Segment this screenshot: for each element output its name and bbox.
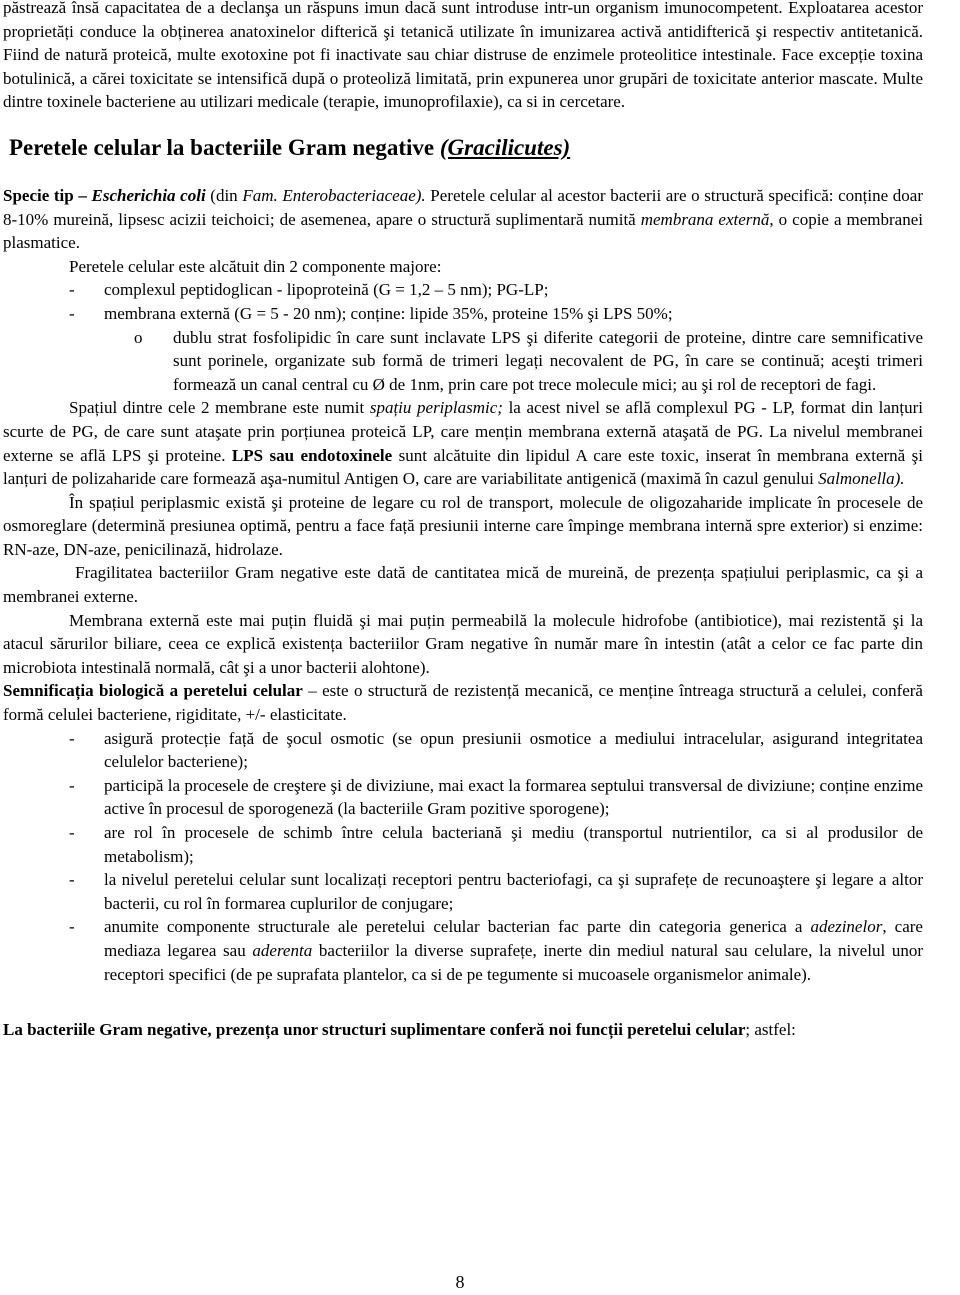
roles-list	[3, 727, 923, 987]
list-item: - anumite componente structurale ale peretelui celular bacterian fac parte din categoria generica a adezinelor, care mediaza legarea sau aderenta bacteriilor la diverse suprafețe, inerte din mediul natural sau celulare, la nivelul unor receptori specifici (de pe suprafata plantelor, ca si de pe tegumente si mucoasele organismelor animale).	[3, 915, 923, 986]
paragraph-type-species: Specie tip – Escherichia coli (din Fam. Enterobacteriaceae). Peretele celular al acestor bacterii are o structură specifică: conține doar 8-10% mureină, lipsesc acizii teichoici; de asemenea, apare o structură suplimentară numită membrana externă, o copie a membranei plasmatice.	[3, 185, 924, 253]
list-item: - participă la procesele de creştere şi de diviziune, mai exact la formarea septului transversal de diviziune; conține enzime active în procesul de sporogeneză (la bacteriile Gram pozitive sporogene);	[3, 774, 923, 821]
family-name: Fam. Enterobacteriaceae).	[242, 185, 426, 205]
document-page	[3, 0, 923, 1042]
paragraph-exotoxins: păstrează însă capacitatea de a declanşa un răspuns imun dacă sunt introduse intr-un organism imunocompetent. Exploatarea acestor proprietăți conduce la obținerea anatoxinelor difterică şi tetanică utilizate în imunizarea activă antidifterică şi respectiv antitetanică. Fiind de natură proteică, multe exotoxine pot fi inactivate sau chiar distruse de enzimele proteolitice intestinale. Face excepție toxina botulinică, a cărei toxicitate se intensifică după o proteoliză limitată, prin expunerea unor grupări de toxicitate anterior mascate. Multe dintre toxinele bacteriene au utilizari medicale (terapie, imunoprofilaxie), ca si in cercetare.	[3, 0, 923, 112]
list-item: - asigură protecție față de şocul osmotic (se opun presiunii osmotice a mediului intracelular, asigurand integritatea celulelor bacteriene);	[3, 727, 923, 774]
components-list	[3, 278, 923, 325]
term-lps: LPS sau endotoxinele	[231, 445, 393, 465]
paragraph-components-intro: Peretele celular este alcătuit din 2 componente majore:	[69, 256, 442, 276]
species-name: Escherichia coli	[91, 185, 206, 205]
paragraph-additional-structures: La bacteriile Gram negative, prezența unor structuri suplimentare conferă noi funcții peretelui celular; astfel:	[3, 1020, 796, 1040]
paragraph-periplasmic-space: Spațiul dintre cele 2 membrane este numit spațiu periplasmic; la acest nivel se află complexul PG - LP, format din lanțuri scurte de PG, de care sunt ataşate prin porțiunea proteică LP, care mențin membrana externă ataşată de PG. La nivelul membranei externe se află LPS şi proteine. LPS sau endotoxinele sunt alcătuite din lipidul A care este toxic, inserat în membrana externă şi lanțuri de polizaharide care formează aşa-numitul Antigen O, care are variabilitate antigenică (maximă în cazul genului Salmonella).	[3, 398, 923, 489]
list-item: - la nivelul peretelui celular sunt localizați receptori pentru bacteriofagi, ca şi suprafețe de recunoaştere şi legare a altor bacterii, cu rol în formarea cuplurilor de conjugare;	[3, 868, 923, 915]
term-periplasmic: spațiu periplasmic;	[369, 398, 503, 418]
sub-list	[3, 326, 923, 397]
list-item: o dublu strat fosfolipidic în care sunt inclavate LPS şi diferite categorii de proteine, dintre care semnificative sunt porinele, organizate sub formă de trimeri legați necovalent de PG, în care se continuă; aceşti trimeri formează un canal central cu Ø de 1nm, prin care pot trece molecule mici; au şi rol de receptori de fagi.	[3, 326, 923, 397]
genus-salmonella: Salmonella).	[818, 469, 905, 489]
list-item: - are rol în procesele de schimb între celula bacteriană şi mediu (transportul nutrientilor, ca si al produsilor de metabolism);	[3, 821, 923, 868]
paragraph-outer-membrane: Membrana externă este mai puțin fluidă şi mai puțin permeabilă la molecule hidrofobe (antibiotice), mai rezistentă şi la atacul sărurilor biliare, ceea ce explică existența bacteriilor Gram negative în număr mare în intestin (atât a celor ce fac parte din microbiota intestinală normală, cât şi a unor bacterii alohtone).	[3, 610, 923, 677]
list-item: - complexul peptidoglican - lipoproteină (G = 1,2 – 5 nm); PG-LP;	[3, 278, 923, 302]
paragraph-fragility: Fragilitatea bacteriilor Gram negative este dată de cantitatea mică de mureină, de prezența spațiului periplasmic, ca şi a membranei externe.	[3, 563, 923, 607]
paragraph-periplasmic-proteins: În spațiul periplasmic există şi proteine de legare cu rol de transport, molecule de oligozaharide implicate în procesele de osmoreglare (determină presiunea optimă, pentru a face față presiunii interne care împinge membrana internă spre exterior) si enzime: RN-aze, DN-aze, penicilinază, hidrolaze.	[3, 492, 923, 559]
heading-italic: (Gracilicutes)	[439, 134, 571, 160]
page-number: 8	[455, 1272, 465, 1292]
list-item: - membrana externă (G = 5 - 20 nm); conține: lipide 35%, proteine 15% şi LPS 50%;	[3, 302, 923, 326]
paragraph-biological-significance: Semnificația biologică a peretelui celular – este o structură de rezistență mecanică, ce menține întreaga structură a celulei, conferă formă celulei bacteriene, rigiditate, +/- elasticitate.	[3, 681, 923, 725]
section-heading: Peretele celular la bacteriile Gram negative (Gracilicutes)	[9, 134, 571, 160]
term-outer-membrane: membrana externă	[640, 209, 770, 229]
